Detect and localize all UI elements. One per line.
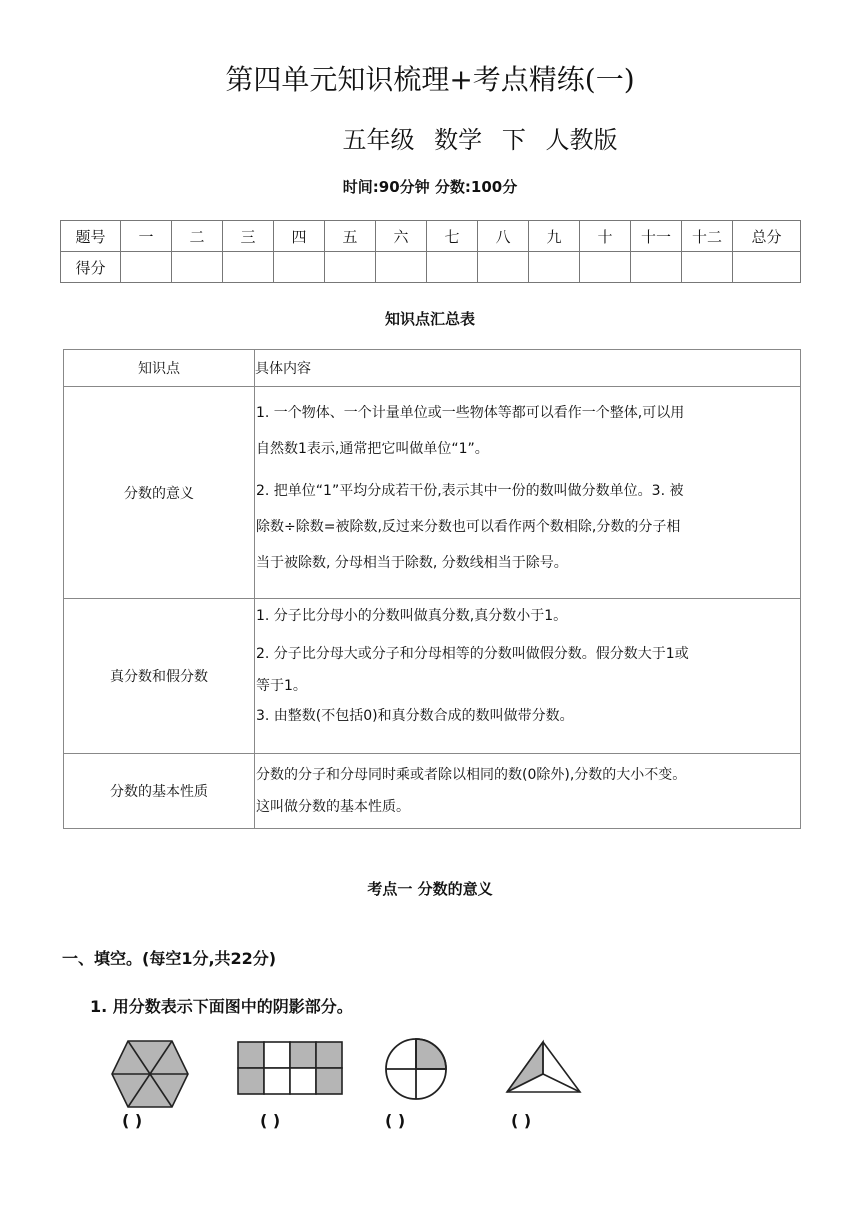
subtitle-term: 下 [501, 126, 526, 154]
circle-quarters-figure [384, 1037, 448, 1101]
score-blank-cell[interactable] [682, 252, 733, 283]
knowledge-line: 1. 分子比分母小的分数叫做真分数,真分数小于1。 [256, 608, 568, 624]
score-header-cell: 四 [274, 221, 325, 252]
subtitle [0, 120, 860, 155]
knowledge-row [64, 599, 801, 754]
knowledge-topic: 分数的意义 [64, 387, 255, 599]
score-table [60, 220, 801, 283]
score-header-cell: 二 [172, 221, 223, 252]
question-1: 1. 用分数表示下面图中的阴影部分。 [90, 997, 353, 1016]
answer-blank[interactable]: ( ) [260, 1111, 281, 1130]
answer-blank[interactable]: ( ) [511, 1111, 532, 1130]
score-header-cell: 八 [478, 221, 529, 252]
section-heading: 一、填空。(每空1分,共22分) [62, 949, 277, 968]
answer-blank[interactable]: ( ) [122, 1111, 143, 1130]
score-header-cell: 十一 [631, 221, 682, 252]
time-score-info: 时间:90分钟 分数:100分 [342, 178, 518, 196]
score-blank-cell[interactable] [529, 252, 580, 283]
knowledge-content [255, 599, 801, 754]
triangle-figure [504, 1039, 584, 1095]
knowledge-line: 除数÷除数=被除数,反过来分数也可以看作两个数相除,分数的分子相 [256, 519, 681, 535]
answer-blank[interactable]: ( ) [385, 1111, 406, 1130]
knowledge-heading: 知识点汇总表 [384, 310, 475, 328]
knowledge-table [63, 349, 801, 829]
score-table-header-row [61, 221, 801, 252]
hexagon-figure [110, 1038, 192, 1110]
page-title: 第四单元知识梳理+考点精练(一) [225, 63, 635, 96]
score-header-cell: 七 [427, 221, 478, 252]
knowledge-col-content: 具体内容 [255, 350, 801, 387]
knowledge-line: 自然数1表示,通常把它叫做单位“1”。 [256, 441, 489, 457]
knowledge-line: 分数的分子和分母同时乘或者除以相同的数(0除外),分数的大小不变。 [256, 767, 687, 783]
score-header-cell: 一 [121, 221, 172, 252]
score-header-cell: 十 [580, 221, 631, 252]
knowledge-line: 2. 把单位“1”平均分成若干份,表示其中一份的数叫做分数单位。3. 被 [256, 483, 684, 499]
score-blank-cell[interactable] [478, 252, 529, 283]
knowledge-line: 等于1。 [256, 678, 307, 694]
score-blank-cell[interactable] [172, 252, 223, 283]
score-blank-cell[interactable] [733, 252, 801, 283]
score-header-cell: 题号 [61, 221, 121, 252]
score-blank-cell[interactable] [376, 252, 427, 283]
score-header-cell: 五 [325, 221, 376, 252]
knowledge-header-row [64, 350, 801, 387]
score-header-cell: 三 [223, 221, 274, 252]
knowledge-col-topic: 知识点 [64, 350, 255, 387]
score-header-cell: 九 [529, 221, 580, 252]
knowledge-content [255, 754, 801, 829]
score-blank-cell[interactable] [580, 252, 631, 283]
knowledge-topic: 分数的基本性质 [64, 754, 255, 829]
score-blank-cell[interactable] [274, 252, 325, 283]
score-blank-cell[interactable] [121, 252, 172, 283]
knowledge-line: 这叫做分数的基本性质。 [256, 799, 410, 815]
subtitle-subject: 数学 [434, 126, 483, 154]
score-header-cell: 总分 [733, 221, 801, 252]
knowledge-row [64, 754, 801, 829]
score-table-score-row [61, 252, 801, 283]
knowledge-row [64, 387, 801, 599]
subtitle-edition: 人教版 [545, 126, 618, 154]
score-row-label: 得分 [61, 252, 121, 283]
knowledge-line: 1. 一个物体、一个计量单位或一些物体等都可以看作一个整体,可以用 [256, 405, 685, 421]
score-blank-cell[interactable] [427, 252, 478, 283]
score-blank-cell[interactable] [223, 252, 274, 283]
knowledge-content [255, 387, 801, 599]
rectangle-grid-figure [236, 1040, 344, 1098]
score-blank-cell[interactable] [631, 252, 682, 283]
score-blank-cell[interactable] [325, 252, 376, 283]
knowledge-topic: 真分数和假分数 [64, 599, 255, 754]
subtitle-grade: 五年级 [342, 126, 415, 154]
score-header-cell: 六 [376, 221, 427, 252]
knowledge-line: 3. 由整数(不包括0)和真分数合成的数叫做带分数。 [256, 708, 574, 724]
knowledge-line: 2. 分子比分母大或分子和分母相等的分数叫做假分数。假分数大于1或 [256, 646, 689, 662]
score-header-cell: 十二 [682, 221, 733, 252]
exam-point-heading: 考点一 分数的意义 [367, 880, 493, 898]
knowledge-line: 当于被除数, 分母相当于除数, 分数线相当于除号。 [256, 555, 568, 571]
